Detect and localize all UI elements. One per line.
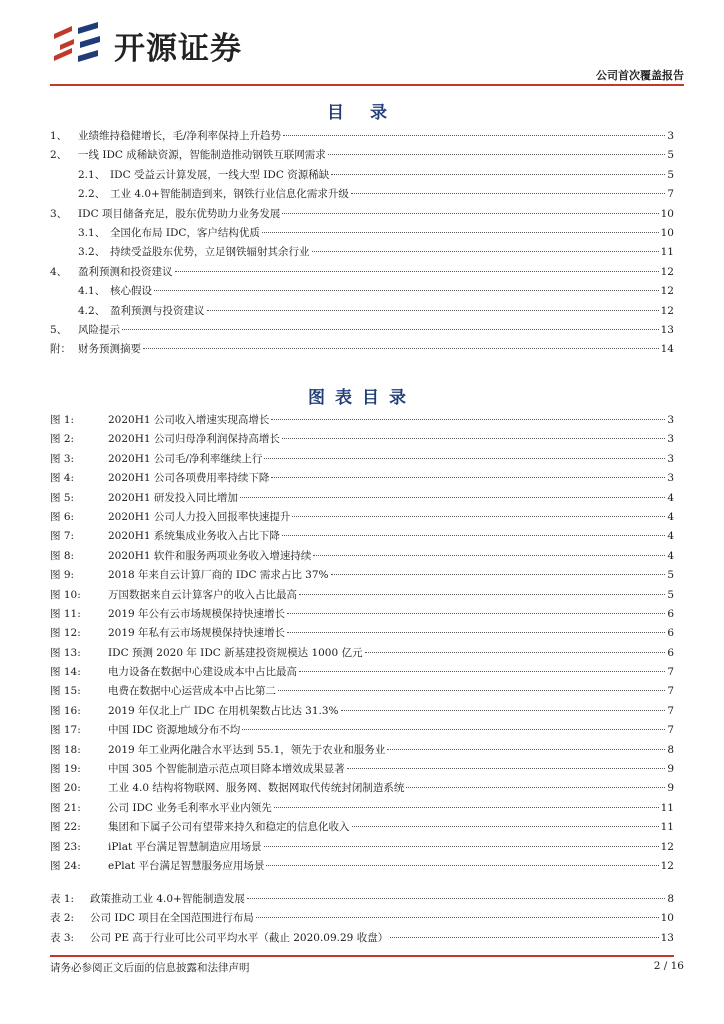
toc-list — [50, 128, 674, 361]
toc-entry-page: 13 — [660, 323, 674, 336]
footer-disclaimer: 请务必参阅正文后面的信息披露和法律声明 — [50, 962, 250, 974]
toc-entry-title: IDC 项目储备充足，股东优势助力业务发展 — [78, 207, 281, 220]
dot-leader — [351, 193, 665, 194]
dot-leader — [328, 154, 666, 155]
figure-entry-page: 5 — [667, 569, 674, 582]
figure-entry-page: 12 — [660, 859, 674, 872]
figure-entry[interactable] — [50, 431, 674, 450]
figure-entry-page: 7 — [667, 704, 674, 717]
toc-entry-page: 5 — [667, 168, 674, 181]
toc-entry-number: 4.2、 — [78, 304, 106, 317]
figure-entry[interactable] — [50, 587, 674, 606]
figure-entry-title: 集团和下属子公司有望带来持久和稳定的信息化收入 — [108, 821, 350, 834]
figure-entry-page: 11 — [660, 801, 674, 814]
toc-entry[interactable] — [50, 244, 674, 263]
toc-entry[interactable] — [50, 128, 674, 147]
figure-entry-number: 图 22: — [50, 821, 81, 834]
figure-entry-title: 2020H1 系统集成业务收入占比下降 — [108, 530, 280, 543]
toc-entry[interactable] — [50, 283, 674, 302]
figure-entry[interactable] — [50, 548, 674, 567]
figure-entry-number: 图 23: — [50, 840, 81, 853]
figure-entry-number: 图 1: — [50, 414, 75, 426]
figure-entry[interactable] — [50, 528, 674, 547]
figure-entry[interactable] — [50, 412, 674, 431]
figure-entry-number: 图 6: — [50, 510, 75, 523]
figure-entry[interactable] — [50, 509, 674, 528]
dot-leader — [292, 516, 665, 517]
figure-entry-page: 3 — [667, 452, 674, 465]
figure-entry-title: ePlat 平台满足智慧服务应用场景 — [108, 859, 265, 872]
figure-entry-title: 2018 年来自云计算厂商的 IDC 需求占比 37% — [108, 569, 329, 582]
toc-entry-title: 风险提示 — [78, 323, 120, 336]
dot-leader — [242, 729, 665, 730]
figure-entry-number: 图 17: — [50, 724, 81, 737]
figure-entry-number: 图 21: — [50, 801, 81, 814]
toc-entry-page: 3 — [667, 130, 674, 142]
page-indicator: 2 / 16 — [653, 960, 684, 972]
dot-leader — [266, 865, 658, 866]
figure-entry-title: IDC 预测 2020 年 IDC 新基建投资规模达 1000 亿元 — [108, 646, 363, 659]
toc-entry-title: 工业 4.0+智能制造到来，钢铁行业信息化需求升级 — [110, 188, 349, 201]
dot-leader — [282, 535, 665, 536]
toc-entry[interactable] — [50, 303, 674, 322]
figure-entry-page: 3 — [667, 433, 674, 446]
figure-entry-page: 9 — [667, 782, 674, 795]
figure-entry-page: 3 — [667, 414, 674, 426]
toc-entry[interactable] — [50, 206, 674, 225]
figure-entry-title: 公司 IDC 业务毛利率水平业内领先 — [108, 801, 272, 814]
toc-entry-title: 业绩维持稳健增长，毛/净利率保持上升趋势 — [78, 130, 282, 142]
toc-entry-page: 12 — [660, 285, 674, 298]
figure-entry[interactable] — [50, 664, 674, 683]
toc-entry-page: 14 — [660, 343, 674, 356]
figure-entry-number: 图 4: — [50, 472, 75, 485]
figure-entry-number: 图 19: — [50, 763, 81, 776]
figure-entry-title: 2020H1 公司归母净利润保持高增长 — [108, 433, 280, 446]
header-divider — [50, 84, 684, 86]
dot-leader — [331, 574, 666, 575]
figure-entry-number: 图 14: — [50, 666, 81, 679]
figure-entry-title: 中国 IDC 资源地域分布不均 — [108, 724, 241, 737]
dot-leader — [282, 213, 658, 214]
table-entry-number: 表 1: — [50, 893, 75, 905]
dot-leader — [274, 807, 659, 808]
figure-entry-page: 4 — [667, 510, 674, 523]
dot-leader — [341, 710, 666, 711]
toc-entry-page: 10 — [660, 226, 674, 239]
toc-entry-number: 附： — [50, 343, 71, 356]
figure-entry-number: 图 20: — [50, 782, 81, 795]
figure-entry-number: 图 2: — [50, 433, 75, 446]
report-type-label: 公司首次覆盖报告 — [596, 69, 684, 82]
dot-leader — [299, 671, 665, 672]
figure-entry-page: 9 — [667, 763, 674, 776]
toc-entry-title: 全国化布局 IDC，客户结构优质 — [110, 226, 260, 239]
figure-entry-page: 4 — [667, 549, 674, 562]
figure-entry[interactable] — [50, 761, 674, 780]
figure-entry-title: 万国数据来自云计算客户的收入占比最高 — [108, 588, 297, 601]
table-entry-title: 公司 PE 高于行业可比公司平均水平（截止 2020.09.29 收盘） — [90, 931, 389, 944]
toc-entry-page: 7 — [667, 188, 674, 201]
table-entry-number: 表 3: — [50, 931, 75, 944]
toc-entry-number: 4.1、 — [78, 285, 106, 298]
toc-entry-number: 3、 — [50, 207, 68, 220]
figure-entry-page: 7 — [667, 724, 674, 737]
figure-entry-title: 2020H1 公司人力投入回报率快速提升 — [108, 510, 291, 523]
figure-entry[interactable] — [50, 858, 674, 877]
figure-entry-number: 图 15: — [50, 685, 81, 698]
figure-entry-number: 图 13: — [50, 646, 81, 659]
toc-entry-page: 11 — [660, 246, 674, 259]
dot-leader — [175, 271, 659, 272]
figure-entry[interactable] — [50, 625, 674, 644]
figure-entry-number: 图 18: — [50, 743, 81, 756]
figures-title: 图表目录 — [308, 388, 416, 408]
figure-entry-number: 图 10: — [50, 588, 81, 601]
figure-entry-number: 图 7: — [50, 530, 75, 543]
dot-leader — [347, 768, 666, 769]
dot-leader — [287, 632, 665, 633]
figure-entry[interactable] — [50, 490, 674, 509]
figure-entry-title: 2020H1 软件和服务两项业务收入增速持续 — [108, 549, 312, 562]
figure-entry-page: 7 — [667, 666, 674, 679]
figure-entry-page: 3 — [667, 472, 674, 485]
figure-entry-number: 图 3: — [50, 452, 75, 465]
figure-entry-title: 中国 305 个智能制造示范点项目降本增效成果显著 — [108, 763, 345, 776]
figure-entry-page: 6 — [667, 627, 674, 640]
figure-entry[interactable] — [50, 470, 674, 489]
dot-leader — [207, 310, 659, 311]
table-entry[interactable] — [50, 930, 674, 949]
figure-entry-number: 图 24: — [50, 859, 81, 872]
table-entry-page: 8 — [667, 893, 674, 905]
dot-leader — [264, 458, 665, 459]
table-entry[interactable] — [50, 910, 674, 929]
toc-entry-page: 5 — [667, 149, 674, 162]
dot-leader — [256, 917, 659, 918]
dot-leader — [283, 135, 665, 136]
figure-entry-page: 12 — [660, 840, 674, 853]
figure-entry-page: 4 — [667, 530, 674, 543]
toc-entry-title: 财务预测摘要 — [78, 343, 141, 356]
toc-title: 目 录 — [327, 103, 397, 123]
toc-entry[interactable] — [50, 147, 674, 166]
logo-text: 开源证券 — [114, 30, 242, 67]
figure-entry-title: 2020H1 公司各项费用率持续下降 — [108, 472, 270, 485]
figure-entry-page: 6 — [667, 607, 674, 620]
figure-entry[interactable] — [50, 703, 674, 722]
dot-leader — [313, 555, 665, 556]
page-header — [50, 20, 684, 84]
figure-entry-title: 2019 年仅北上广 IDC 在用机架数占比达 31.3% — [108, 704, 339, 717]
dot-leader — [240, 497, 665, 498]
dot-leader — [352, 826, 659, 827]
dot-leader — [390, 937, 658, 938]
dot-leader — [264, 846, 659, 847]
figure-entry-title: iPlat 平台满足智慧制造应用场景 — [108, 840, 262, 853]
toc-entry-number: 2.1、 — [78, 168, 106, 181]
figure-entry-number: 图 5: — [50, 491, 75, 504]
figure-entry-title: 2020H1 公司毛/净利率继续上行 — [108, 452, 263, 465]
toc-entry[interactable] — [50, 167, 674, 186]
table-entry-page: 10 — [660, 912, 674, 925]
table-entry-page: 13 — [660, 931, 674, 944]
figure-entry[interactable] — [50, 451, 674, 470]
dot-leader — [365, 652, 666, 653]
kaiyuan-logo-icon — [50, 22, 106, 68]
table-entry-number: 表 2: — [50, 912, 75, 925]
figure-entry[interactable] — [50, 606, 674, 625]
dot-leader — [154, 290, 659, 291]
dot-leader — [387, 749, 665, 750]
table-entry-title: 公司 IDC 项目在全国范围进行布局 — [90, 912, 254, 925]
figure-entry-title: 2019 年工业两化融合水平达到 55.1，领先于农业和服务业 — [108, 743, 386, 756]
figure-entry-number: 图 12: — [50, 627, 81, 640]
toc-entry-title: 核心假设 — [110, 285, 152, 298]
toc-entry[interactable] — [50, 322, 674, 341]
toc-entry[interactable] — [50, 341, 674, 360]
figure-entry[interactable] — [50, 722, 674, 741]
footer-divider — [50, 955, 674, 957]
figure-entry-title: 2019 年公有云市场规模保持快速增长 — [108, 607, 286, 620]
logo — [50, 20, 242, 70]
toc-entry[interactable] — [50, 186, 674, 205]
figure-entry[interactable] — [50, 819, 674, 838]
figure-entry[interactable] — [50, 800, 674, 819]
toc-entry-title: 一线 IDC 成稀缺资源，智能制造推动钢铁互联网需求 — [78, 149, 326, 162]
dot-leader — [299, 594, 665, 595]
figure-entry[interactable] — [50, 742, 674, 761]
table-entry-title: 政策推动工业 4.0+智能制造发展 — [90, 893, 245, 905]
figure-entry-number: 图 9: — [50, 569, 75, 582]
dot-leader — [271, 477, 665, 478]
dot-leader — [262, 232, 659, 233]
toc-entry-title: 盈利预测和投资建议 — [78, 265, 173, 278]
figure-entry-title: 电费在数据中心运营成本中占比第二 — [108, 685, 276, 698]
figures-list — [50, 412, 674, 877]
dot-leader — [278, 690, 665, 691]
figure-entry-page: 7 — [667, 685, 674, 698]
figure-entry-page: 5 — [667, 588, 674, 601]
dot-leader — [406, 787, 665, 788]
figure-entry[interactable] — [50, 839, 674, 858]
figure-entry[interactable] — [50, 567, 674, 586]
figure-entry-page: 11 — [660, 821, 674, 834]
dot-leader — [287, 613, 665, 614]
toc-entry[interactable] — [50, 225, 674, 244]
dot-leader — [247, 898, 665, 899]
toc-entry[interactable] — [50, 264, 674, 283]
toc-entry-title: 盈利预测与投资建议 — [110, 304, 205, 317]
dot-leader — [143, 348, 659, 349]
dot-leader — [122, 329, 659, 330]
figure-entry-title: 工业 4.0 结构将物联网、服务网、数据网取代传统封闭制造系统 — [108, 782, 405, 795]
figure-entry-title: 2020H1 公司收入增速实现高增长 — [108, 414, 270, 426]
toc-entry-page: 12 — [660, 265, 674, 278]
toc-entry-number: 4、 — [50, 265, 68, 278]
tables-list — [50, 891, 674, 949]
figure-entry-page: 4 — [667, 491, 674, 504]
figure-entry-page: 6 — [667, 646, 674, 659]
toc-entry-number: 2.2、 — [78, 188, 106, 201]
toc-entry-number: 3.2、 — [78, 246, 106, 259]
dot-leader — [271, 419, 665, 420]
toc-entry-number: 5、 — [50, 323, 68, 336]
toc-entry-title: IDC 受益云计算发展，一线大型 IDC 资源稀缺 — [110, 168, 330, 181]
figure-entry-title: 2020H1 研发投入同比增加 — [108, 491, 238, 504]
table-entry[interactable] — [50, 891, 674, 910]
toc-entry-page: 10 — [660, 207, 674, 220]
toc-entry-number: 1、 — [50, 130, 68, 142]
figure-entry[interactable] — [50, 683, 674, 702]
toc-entry-page: 12 — [660, 304, 674, 317]
figure-entry[interactable] — [50, 645, 674, 664]
dot-leader — [312, 251, 659, 252]
toc-entry-number: 3.1、 — [78, 226, 106, 239]
toc-entry-title: 持续受益股东优势，立足钢铁辐射其余行业 — [110, 246, 310, 259]
figure-entry-page: 8 — [667, 743, 674, 756]
figure-entry-title: 2019 年私有云市场规模保持快速增长 — [108, 627, 286, 640]
toc-entry-number: 2、 — [50, 149, 68, 162]
figure-entry-number: 图 11: — [50, 607, 81, 620]
figure-entry-title: 电力设备在数据中心建设成本中占比最高 — [108, 666, 297, 679]
dot-leader — [282, 438, 665, 439]
dot-leader — [331, 174, 665, 175]
figure-entry[interactable] — [50, 780, 674, 799]
figure-entry-number: 图 16: — [50, 704, 81, 717]
figure-entry-number: 图 8: — [50, 549, 75, 562]
